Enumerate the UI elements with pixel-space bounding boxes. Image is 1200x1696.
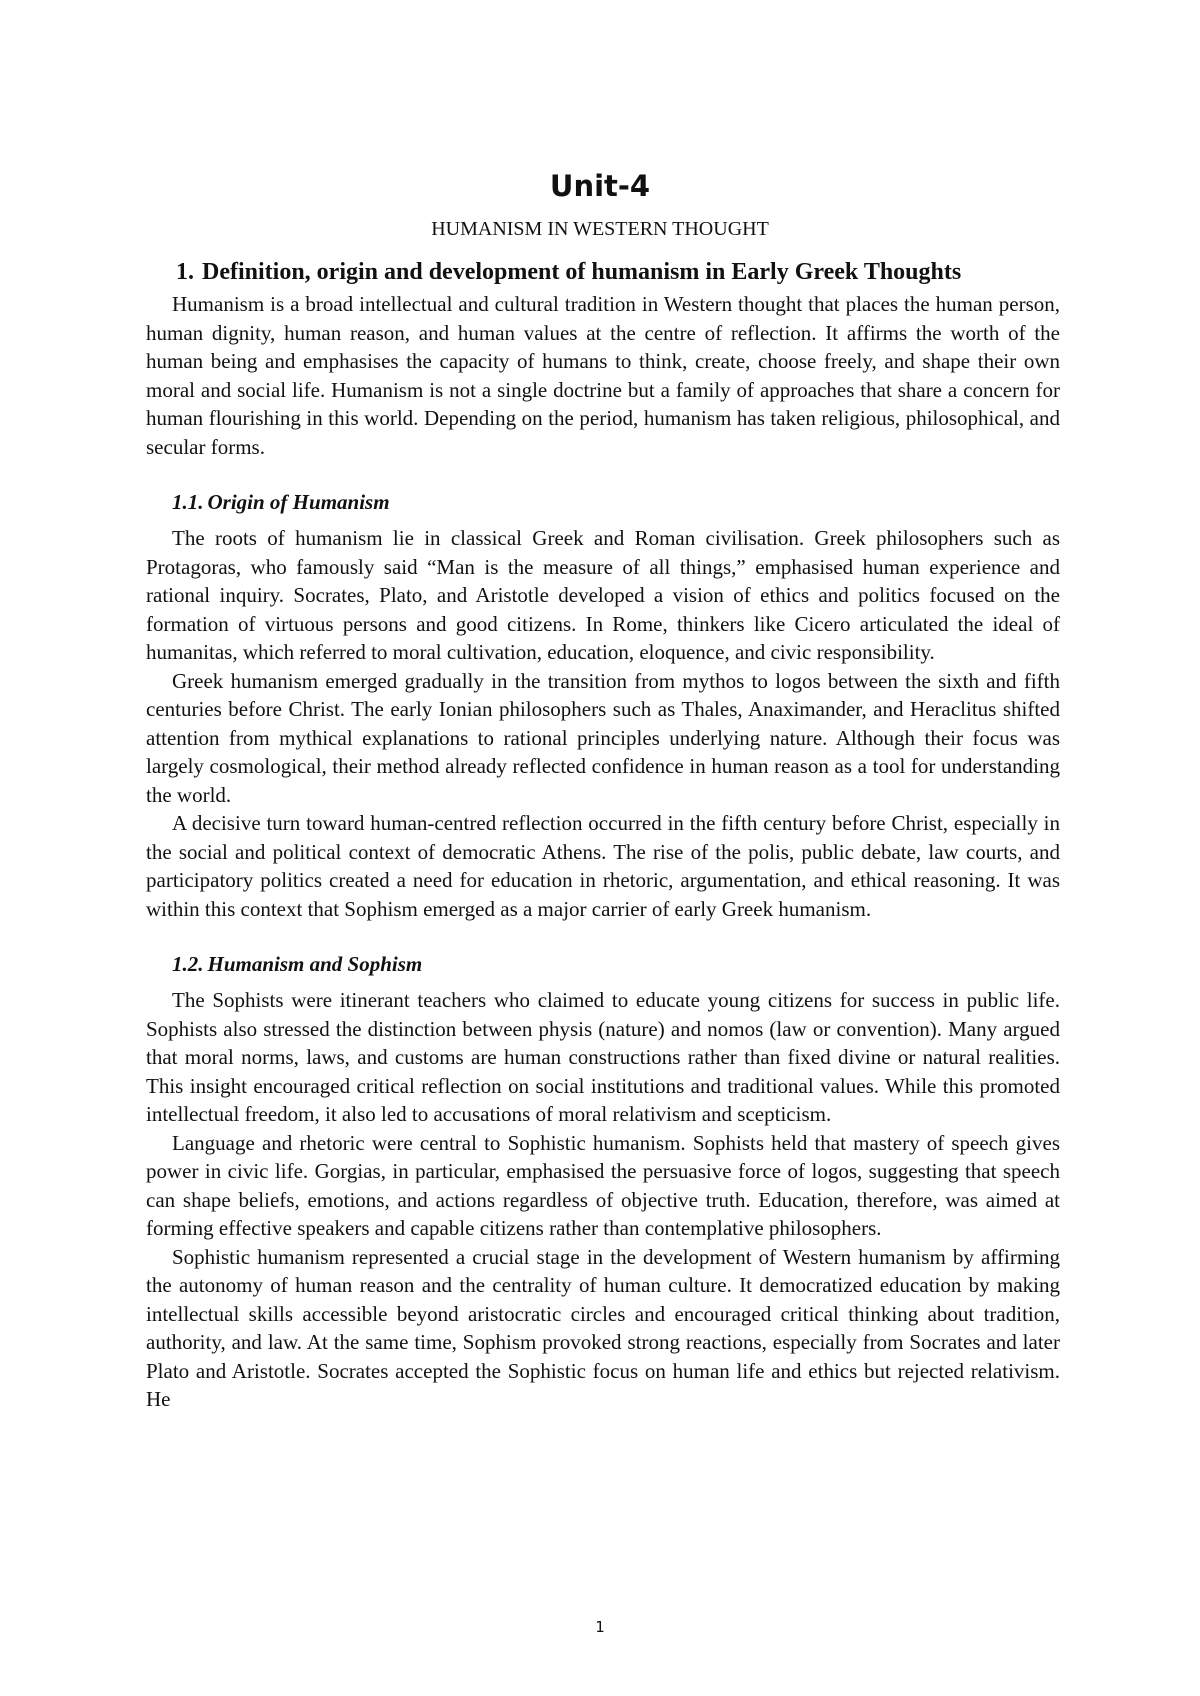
subsection-heading bbox=[172, 488, 1060, 516]
unit-title: Unit-4 bbox=[549, 169, 651, 203]
paragraph: Sophistic humanism represented a crucial stage in the development of Western humanism by affirming the autonomy of human reason and the centrality of human culture. It democratized education by making intellectual skills accessible beyond aristocratic circles and encouraged critical thinking about tradition, authority, and law. At the same time, Sophism provoked strong reactions, especially from Socrates and later Plato and Aristotle. Socrates accepted the Sophistic focus on human life and ethics but rejected relativism. He bbox=[146, 1244, 1060, 1411]
paragraph: Language and rhetoric were central to Sophistic humanism. Sophists held that mastery of speech gives power in civic life. Gorgias, in particular, emphasised the persuasive force of logos, suggesting that speech can shape beliefs, emotions, and actions regardless of objective truth. Education, therefore, was aimed at forming effective speakers and capable citizens rather than contemplative philosophers. bbox=[146, 1130, 1060, 1240]
section-title: Definition, origin and development of humanism in Early Greek Thoughts bbox=[202, 259, 962, 285]
subsection-number: 1.1. bbox=[172, 490, 204, 514]
section-number: 1. bbox=[176, 259, 194, 285]
paragraph: A decisive turn toward human-centred reflection occurred in the fifth century before Christ, especially in the social and political context of democratic Athens. The rise of the polis, public debate, law courts, and participatory politics created a need for education in rhetoric, argumentation, and ethical reasoning. It was within this context that Sophism emerged as a major carrier of early Greek humanism. bbox=[146, 811, 1060, 921]
section-heading bbox=[176, 256, 1060, 288]
subsection-title: Origin of Humanism bbox=[207, 490, 390, 514]
spacer bbox=[146, 461, 1060, 488]
page-number: 1 bbox=[595, 1618, 605, 1636]
paragraph: Humanism is a broad intellectual and cultural tradition in Western thought that places the human person, human dignity, human reason, and human values at the centre of reflection. It affirms the worth of the human being and emphasises the capacity of humans to think, create, choose freely, and shape their own moral and social life. Humanism is not a single doctrine but a family of approaches that share a concern for human flourishing in this world. Depending on the period, humanism has taken religious, philosophical, and secular forms. bbox=[146, 292, 1060, 459]
paragraph: The roots of humanism lie in classical Greek and Roman civilisation. Greek philosophers such as Protagoras, who famously said “Man is the measure of all things,” emphasised human experience and rational inquiry. Socrates, Plato, and Aristotle developed a vision of ethics and politics focused on the formation of virtuous persons and good citizens. In Rome, thinkers like Cicero articulated the ideal of humanitas, which referred to moral cultivation, education, eloquence, and civic responsibility. bbox=[146, 526, 1060, 664]
unit-subtitle: HUMANISM IN WESTERN THOUGHT bbox=[431, 218, 769, 240]
paragraph: The Sophists were itinerant teachers who claimed to educate young citizens for success in public life. Sophists also stressed the distinction between physis (nature) and nomos (law or convention). Many argued that moral norms, laws, and customs are human constructions rather than fixed divine or natural realities. This insight encouraged critical reflection on social institutions and traditional values. While this promoted intellectual freedom, it also led to accusations of moral relativism and scepticism. bbox=[146, 988, 1060, 1126]
subsection-title: Humanism and Sophism bbox=[207, 952, 423, 976]
spacer bbox=[146, 923, 1060, 950]
subsection-number: 1.2. bbox=[172, 952, 204, 976]
paragraph: Greek humanism emerged gradually in the transition from mythos to logos between the sixth and fifth centuries before Christ. The early Ionian philosophers such as Thales, Anaximander, and Heraclitus shifted attention from mythical explanations to rational principles underlying nature. Although their focus was largely cosmological, their method already reflected confidence in human reason as a tool for understanding the world. bbox=[146, 668, 1060, 807]
subsection-heading bbox=[172, 950, 1060, 978]
document-body bbox=[146, 256, 1060, 1414]
